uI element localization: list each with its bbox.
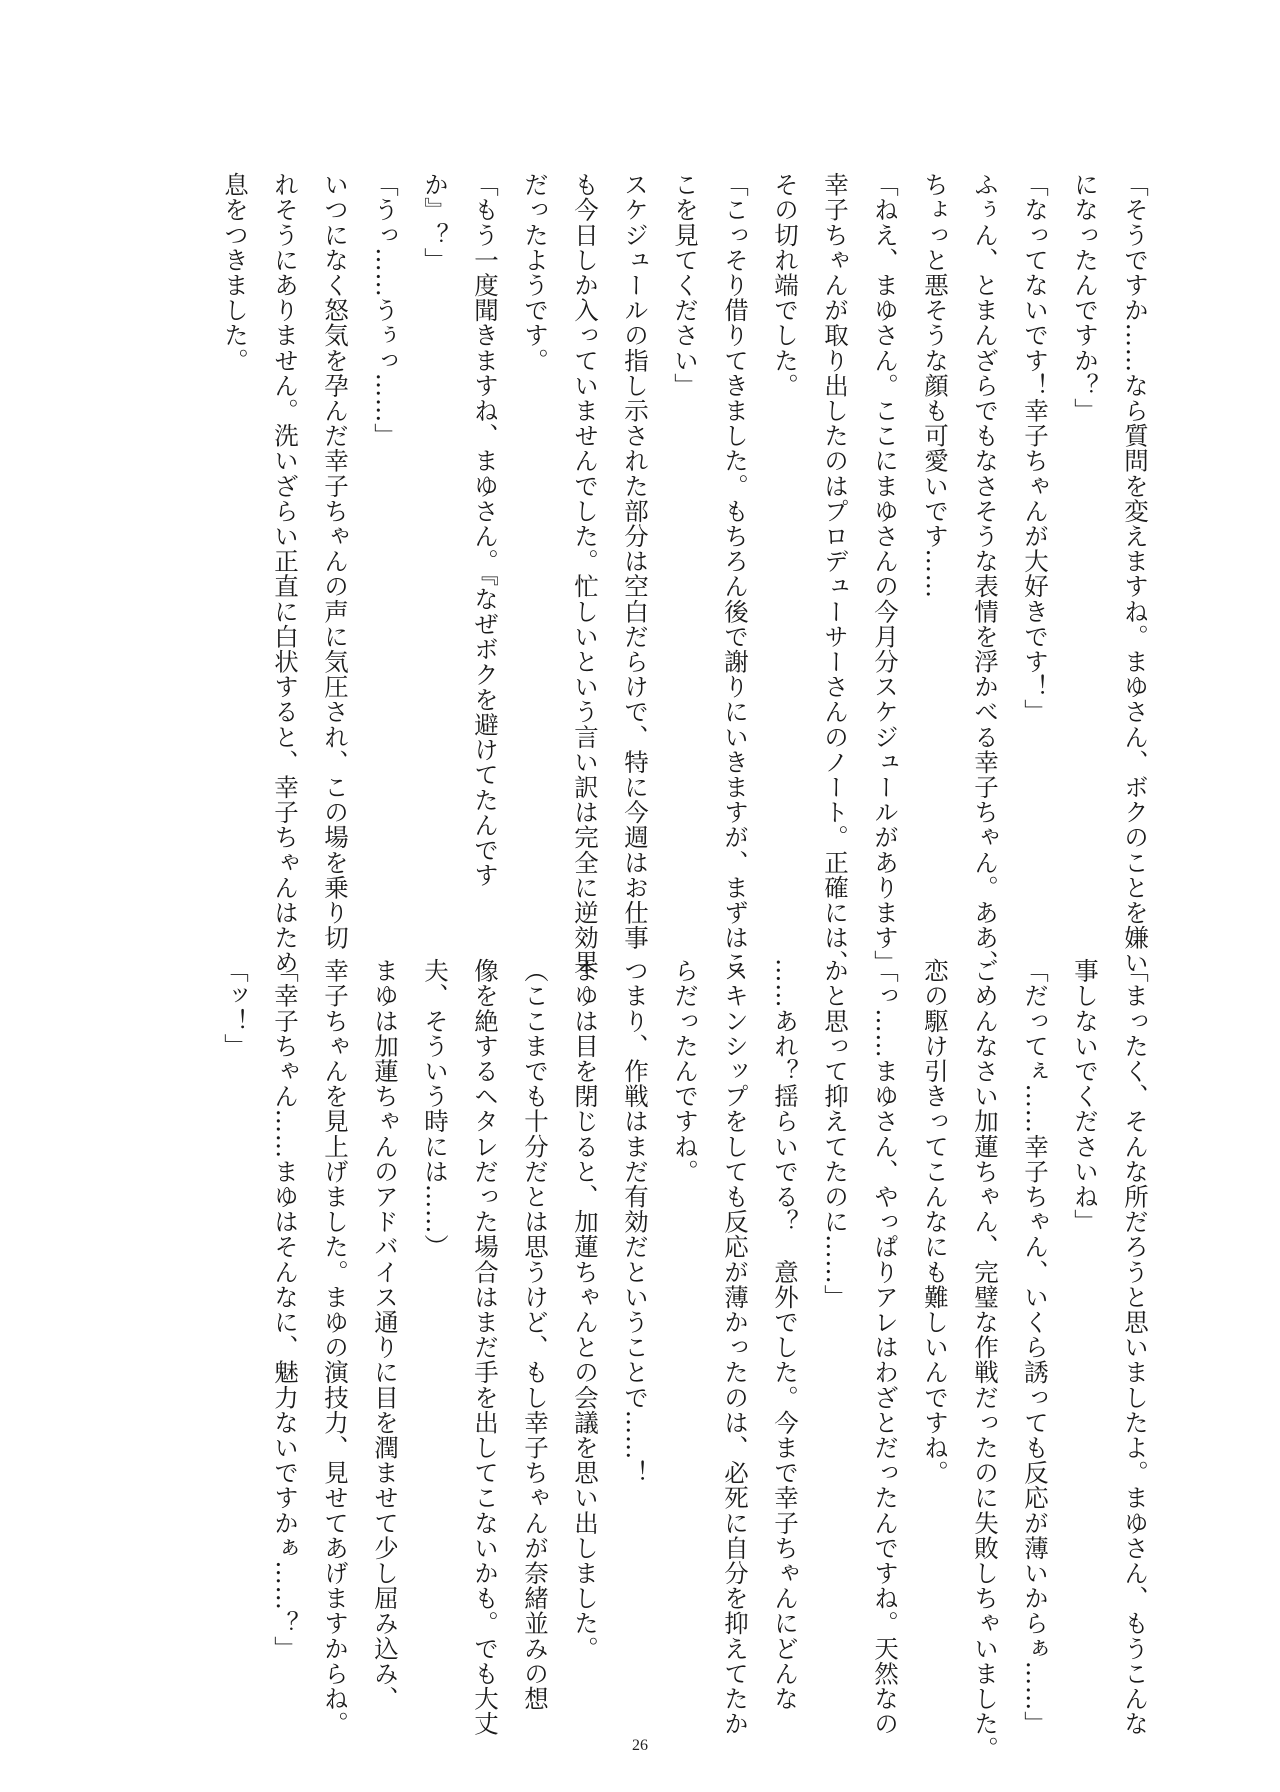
text-line: だったようです。 (521, 172, 550, 373)
text-line: になったんですか？」 (1071, 172, 1100, 423)
text-line: 幸子ちゃんを見上げました。まゆの演技力、見せてあげますからね。 (321, 958, 350, 1737)
text-line: 「うっ……うぅっ……」 (371, 172, 400, 449)
text-line: 「っ……まゆさん、やっぱりアレはわざとだったんですね。天然なの (871, 958, 900, 1737)
text-line: ごめんなさい加蓮ちゃん、完璧な作戦だったのに失敗しちゃいました。 (971, 958, 1000, 1762)
text-line: 恋の駆け引きってこんなにも難しいんですね。 (921, 958, 950, 1486)
text-line: ……あれ？揺らいでる？ 意外でした。今まで幸子ちゃんにどんな (771, 958, 800, 1711)
text-line: 夫、そういう時には……） (421, 958, 450, 1260)
text-line: つまり、作戦はまだ有効だということで……！ (621, 958, 650, 1486)
text-line: 息をつきました。 (221, 172, 250, 373)
text-line: こを見てください」 (671, 172, 700, 398)
text-line: らだったんですね。 (671, 958, 700, 1184)
text-line: （ここまでも十分だとは思うけど、もし幸子ちゃんが奈緒並みの想 (521, 958, 550, 1711)
text-line: かと思って抑えてたのに……」 (821, 958, 850, 1310)
text-line: 「ッ！」 (221, 958, 250, 1059)
text-block-upper (210, 172, 1160, 976)
text-line: いつになく怒気を孕んだ幸子ちゃんの声に気圧され、この場を乗り切 (321, 172, 350, 951)
text-line: 「もう一度聞きますね、まゆさん。『なぜボクを避けてたんです (471, 172, 500, 888)
text-line: まゆは目を閉じると、加蓮ちゃんとの会議を思い出しました。 (571, 958, 600, 1661)
text-line: 「まったく、そんな所だろうと思いましたよ。まゆさん、もうこんな (1121, 958, 1150, 1737)
text-line: か』？」 (421, 172, 450, 273)
text-line: ちょっと悪そうな顔も可愛いです…… (921, 172, 950, 599)
text-line: スケジュールの指し示された部分は空白だらけで、特に今週はお仕事 (621, 172, 650, 951)
text-line: スキンシップをしても反応が薄かったのは、必死に自分を抑えてたか (721, 958, 750, 1737)
text-line: 「なってないです！幸子ちゃんが大好きです！」 (1021, 172, 1050, 725)
page-number: 26 (632, 1737, 648, 1754)
text-line: 像を絶するヘタレだった場合はまだ手を出してこないかも。でも大丈 (471, 958, 500, 1737)
text-line: その切れ端でした。 (771, 172, 800, 398)
text-line: 「ねえ、まゆさん。ここにまゆさんの今月分スケジュールがあります」 (871, 172, 900, 976)
text-line: ふぅん、とまんざらでもなさそうな表情を浮かべる幸子ちゃん。ああ、 (971, 172, 1000, 976)
text-line: も今日しか入っていませんでした。忙しいという言い訳は完全に逆効果 (571, 172, 600, 976)
text-line: まゆは加蓮ちゃんのアドバイス通りに目を潤ませて少し屈み込み、 (371, 958, 400, 1711)
text-line: 「幸子ちゃん……まゆはそんなに、魅力ないですかぁ……？」 (271, 958, 300, 1661)
text-line: 事しないでくださいね」 (1071, 958, 1100, 1235)
text-line: 「こっそり借りてきました。もちろん後で謝りにいきますが、まずはこ (721, 172, 750, 976)
text-line: 「だってぇ……幸子ちゃん、いくら誘っても反応が薄いからぁ……」 (1021, 958, 1050, 1737)
text-line: れそうにありません。洗いざらい正直に白状すると、幸子ちゃんはため (271, 172, 300, 976)
text-line: 「そうですか……なら質問を変えますね。まゆさん、ボクのことを嫌い (1121, 172, 1150, 976)
text-line: 幸子ちゃんが取り出したのはプロデューサーさんのノート。正確には、 (821, 172, 850, 976)
